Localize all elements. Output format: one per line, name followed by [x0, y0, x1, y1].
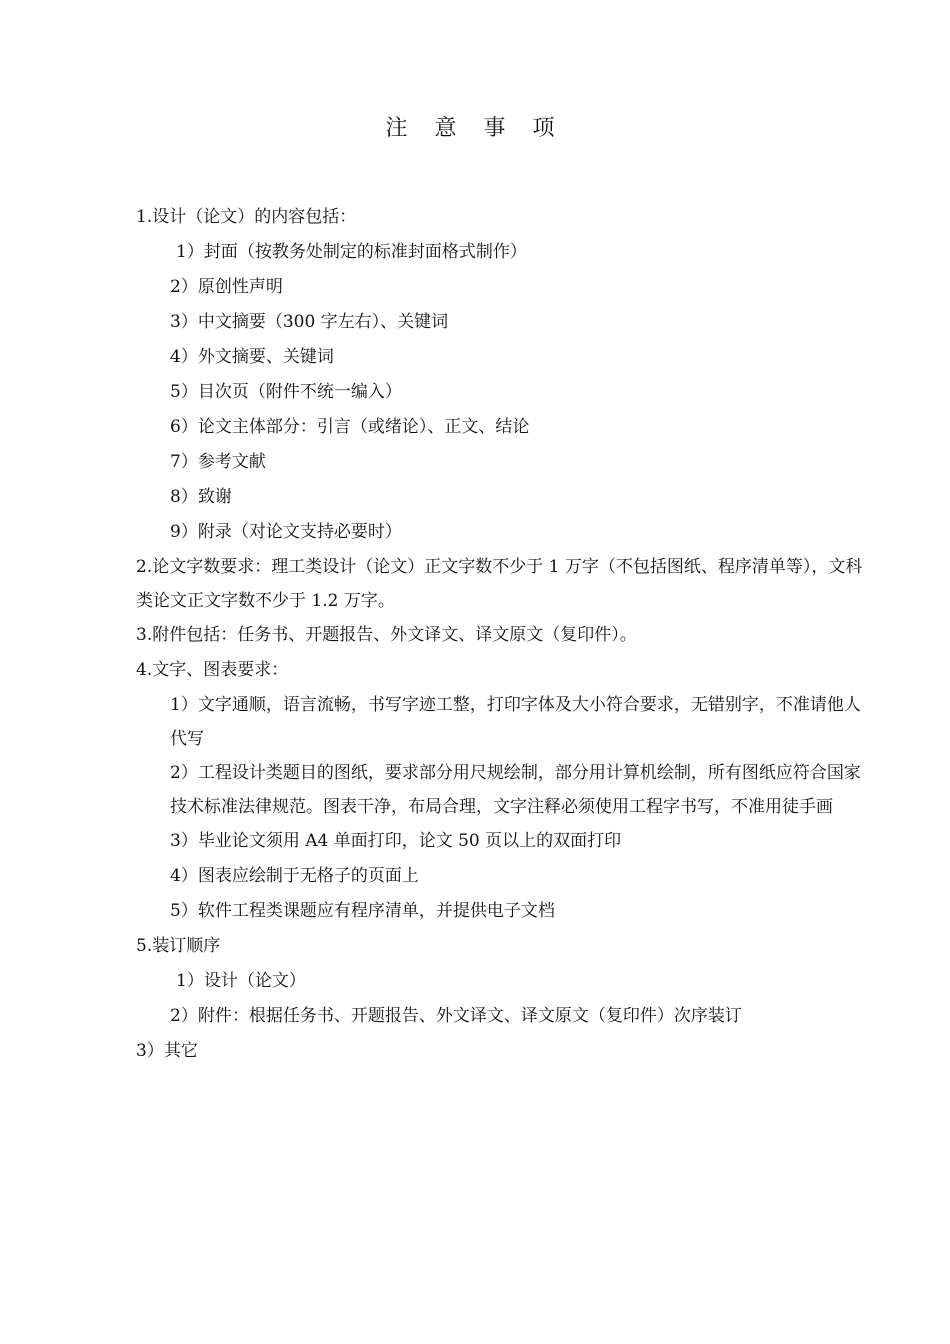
- item-1-7: 7）参考文献: [170, 452, 266, 472]
- item-4-3: 3）毕业论文须用 A4 单面打印，论文 50 页以上的双面打印: [170, 831, 622, 851]
- notice-content: [136, 200, 866, 1069]
- item-1-2: 2）原创性声明: [170, 277, 283, 297]
- item-4-5: 5）软件工程类课题应有程序清单，并提供电子文档: [170, 901, 555, 921]
- item-1-3: 3）中文摘要（300 字左右）、关键词: [170, 312, 449, 332]
- section-2-paragraph: 2.论文字数要求：理工类设计（论文）正文字数不少于 1 万字（不包括图纸、程序清单等），文科类论文正文字数不少于 1.2 万字。: [136, 557, 863, 611]
- section-4-heading: 4.文字、图表要求：: [136, 660, 289, 680]
- item-1-1: 1）封面（按教务处制定的标准封面格式制作）: [176, 242, 527, 262]
- item-5-1: 1）设计（论文）: [176, 971, 306, 991]
- page-title: 注 意 事 项: [385, 116, 565, 141]
- item-4-1: 1）文字通顺，语言流畅，书写字迹工整，打印字体及大小符合要求，无错别字，不准请他人代写: [170, 695, 861, 749]
- item-1-5: 5）目次页（附件不统一编入）: [170, 382, 402, 402]
- item-5-2: 2）附件：根据任务书、开题报告、外文译文、译文原文（复印件）次序装订: [170, 1006, 742, 1026]
- section-3-paragraph: 3.附件包括：任务书、开题报告、外文译文、译文原文（复印件）。: [136, 625, 637, 645]
- section-1-heading: 1.设计（论文）的内容包括：: [136, 207, 357, 227]
- section-5-heading: 5.装订顺序: [136, 936, 221, 956]
- item-1-4: 4）外文摘要、关键词: [170, 347, 334, 367]
- item-5-3: 3）其它: [136, 1041, 198, 1061]
- item-1-6: 6）论文主体部分：引言（或绪论）、正文、结论: [170, 417, 530, 437]
- item-4-4: 4）图表应绘制于无格子的页面上: [170, 866, 419, 886]
- item-1-8: 8）致谢: [170, 487, 232, 507]
- item-1-9: 9）附录（对论文支持必要时）: [170, 522, 402, 542]
- item-4-2: 2）工程设计类题目的图纸，要求部分用尺规绘制，部分用计算机绘制，所有图纸应符合国家技术标准法律规范。图表干净，布局合理，文字注释必须使用工程字书写，不准用徒手画: [170, 763, 861, 817]
